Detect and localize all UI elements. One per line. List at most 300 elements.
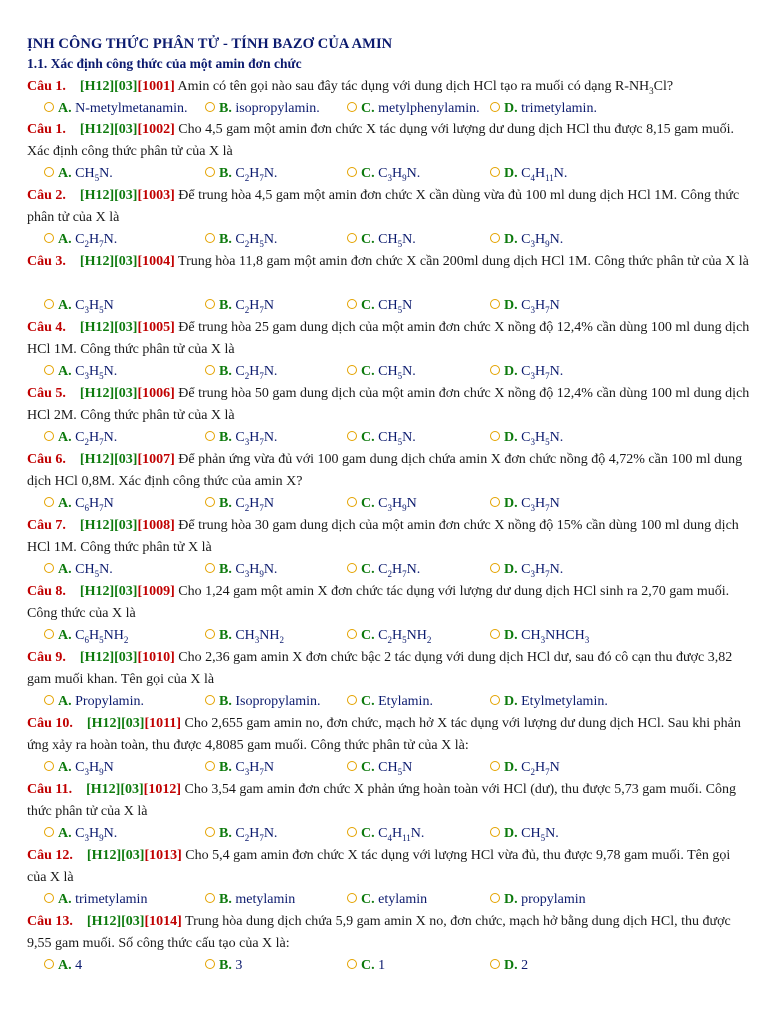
question-text-line (27, 449, 752, 493)
chapter-tag: [03] (114, 254, 138, 269)
grade-tag: [H12] (79, 188, 115, 203)
option-label: C. (361, 166, 375, 181)
question-item (27, 779, 752, 843)
question-number: Câu 8. (27, 584, 66, 599)
question-text: Trung hòa dung dịch chứa 5,9 gam amin X no, đơn chức, mạch hở bằng dung dịch HCl, thu được 9,55 gam muối. Số công thức cấu tạo của X là: (27, 914, 731, 951)
answer-option[interactable] (347, 823, 424, 845)
answer-option[interactable] (347, 955, 385, 977)
question-text: Để trung hòa 4,5 gam một amin đơn chức X cần dùng vừa đủ 100 ml dung dịch HCl 1M. Công thức phân tử của X là (27, 188, 740, 225)
option-label: B. (219, 232, 232, 247)
chapter-tag: [03] (114, 584, 138, 599)
radio-circle-icon[interactable] (44, 299, 54, 309)
radio-circle-icon[interactable] (205, 167, 215, 177)
radio-circle-icon[interactable] (205, 431, 215, 441)
chapter-tag: [03] (114, 320, 138, 335)
answer-option[interactable] (347, 625, 431, 647)
answer-option[interactable] (44, 361, 117, 383)
option-text: $C_3H_9N$. (235, 562, 278, 579)
question-text-line (27, 779, 752, 823)
radio-circle-icon[interactable] (205, 299, 215, 309)
option-label: A. (58, 298, 72, 313)
answer-options (27, 361, 767, 383)
question-text-line (27, 383, 752, 427)
option-text: metylamin (235, 892, 296, 907)
option-text: $CH_5N$. (378, 364, 416, 381)
option-text: $C_4H_{11}N$. (521, 166, 568, 183)
question-text-line (27, 119, 752, 163)
radio-circle-icon[interactable] (44, 497, 54, 507)
question-text-line (27, 845, 752, 889)
answer-option[interactable] (347, 559, 420, 581)
question-text: Cho 2,655 gam amin no, đơn chức, mạch hở X tác dụng với lượng dư dung dịch HCl. Sau khi phản ứng xảy ra hoàn toàn, thu được 4,8085 gam muối. Công thức phân tử của X là: (27, 716, 741, 753)
answer-options (27, 163, 767, 185)
option-text: Etylamin. (378, 694, 433, 709)
question-text-line (27, 76, 752, 98)
question-item (27, 383, 752, 447)
option-label: A. (58, 760, 72, 775)
answer-option[interactable] (490, 559, 563, 581)
radio-circle-icon[interactable] (205, 497, 215, 507)
answer-option[interactable] (44, 889, 147, 911)
question-id: [1012] (143, 782, 181, 797)
option-text: $C_2H_7N$. (235, 826, 278, 843)
radio-circle-icon[interactable] (347, 629, 357, 639)
question-id: [1008] (137, 518, 175, 533)
page-heading: ỊNH CÔNG THỨC PHÂN TỬ - TÍNH BAZƠ CỦA AMIN (27, 36, 393, 52)
question-id: [1011] (144, 716, 182, 731)
answer-option[interactable] (347, 98, 480, 120)
chapter-tag: [03] (121, 848, 145, 863)
option-text: $C_2H_7N$. (75, 430, 118, 447)
answer-option[interactable] (205, 163, 277, 185)
option-text: $C_3H_5N$. (521, 430, 564, 447)
option-text: $C_3H_5N$ (75, 298, 114, 315)
option-label: D. (504, 760, 518, 775)
radio-circle-icon[interactable] (490, 497, 500, 507)
grade-tag: [H12] (79, 79, 115, 94)
radio-circle-icon[interactable] (205, 761, 215, 771)
answer-option[interactable] (490, 361, 563, 383)
option-label: D. (504, 892, 518, 907)
radio-circle-icon[interactable] (347, 893, 357, 903)
option-text: $C_3H_9N$ (378, 496, 417, 513)
option-label: B. (219, 892, 232, 907)
radio-circle-icon[interactable] (347, 761, 357, 771)
question-text: Trung hòa 11,8 gam một amin đơn chức X cần 200ml dung dịch HCl 1M. Công thức phân tử của X là (178, 254, 749, 269)
section-heading: 1.1. Xác định công thức của một amin đơn chức (27, 56, 302, 71)
radio-circle-icon[interactable] (490, 431, 500, 441)
answer-option[interactable] (205, 757, 274, 779)
answer-option[interactable] (347, 691, 433, 713)
question-id: [1006] (137, 386, 175, 401)
question-text: Để trung hòa 25 gam dung dịch của một amin đơn chức X nồng độ 12,4% cần dùng 100 ml dung dịch HCl 1M. Công thức phân tử của X là (27, 320, 750, 357)
answer-option[interactable] (205, 295, 274, 317)
answer-option[interactable] (490, 98, 597, 120)
answer-option[interactable] (205, 955, 242, 977)
question-id: [1014] (144, 914, 182, 929)
option-label: C. (361, 628, 375, 643)
answer-option[interactable] (205, 427, 277, 449)
radio-circle-icon[interactable] (347, 497, 357, 507)
answer-options (27, 889, 767, 911)
radio-circle-icon[interactable] (44, 233, 54, 243)
option-label: A. (58, 892, 72, 907)
option-text: $C_2H_7N$. (235, 166, 278, 183)
option-text: $CH_5N$. (75, 562, 113, 579)
option-label: A. (58, 101, 72, 116)
answer-option[interactable] (490, 625, 589, 647)
answer-option[interactable] (205, 98, 320, 120)
option-text: $C_6H_5NH_2$ (75, 628, 129, 645)
option-text: $C_6H_7N$ (75, 496, 114, 513)
question-id: [1004] (137, 254, 175, 269)
question-number: Câu 9. (27, 650, 66, 665)
radio-circle-icon[interactable] (347, 563, 357, 573)
question-number: Câu 3. (27, 254, 66, 269)
option-label: A. (58, 232, 72, 247)
answer-option[interactable] (44, 823, 117, 845)
chapter-tag: [03] (114, 122, 138, 137)
option-text: $C_4H_{11}N$. (378, 826, 425, 843)
radio-circle-icon[interactable] (490, 233, 500, 243)
answer-options (27, 757, 767, 779)
option-label: C. (361, 364, 375, 379)
answer-option[interactable] (490, 493, 560, 515)
grade-tag: [H12] (79, 254, 115, 269)
radio-circle-icon[interactable] (347, 233, 357, 243)
answer-option[interactable] (347, 493, 417, 515)
radio-circle-icon[interactable] (205, 563, 215, 573)
answer-option[interactable] (490, 889, 586, 911)
option-label: D. (504, 101, 518, 116)
chapter-tag: [03] (114, 79, 138, 94)
answer-option[interactable] (490, 163, 567, 185)
radio-circle-icon[interactable] (205, 893, 215, 903)
question-number: Câu 6. (27, 452, 66, 467)
question-number: Câu 1. (27, 79, 66, 94)
option-label: C. (361, 694, 375, 709)
answer-option[interactable] (205, 229, 277, 251)
answer-option[interactable] (44, 493, 114, 515)
question-text: Cho 2,36 gam amin X đơn chức bậc 2 tác dụng với dung dịch HCl dư, sau đó cô cạn thu được 3,82 gam muối khan. Tên gọi của X là (27, 650, 733, 687)
radio-circle-icon[interactable] (347, 102, 357, 112)
radio-circle-icon[interactable] (44, 959, 54, 969)
option-label: A. (58, 364, 72, 379)
radio-circle-icon[interactable] (44, 629, 54, 639)
radio-circle-icon[interactable] (44, 102, 54, 112)
question-id: [1007] (137, 452, 175, 467)
answer-option[interactable] (44, 955, 82, 977)
question-number: Câu 13. (27, 914, 73, 929)
option-label: A. (58, 496, 72, 511)
radio-circle-icon[interactable] (205, 629, 215, 639)
question-item (27, 76, 752, 116)
radio-circle-icon[interactable] (205, 365, 215, 375)
option-text: $CH_5N$. (75, 166, 113, 183)
radio-circle-icon[interactable] (490, 365, 500, 375)
chapter-tag: [03] (114, 188, 138, 203)
radio-circle-icon[interactable] (44, 431, 54, 441)
option-label: D. (504, 430, 518, 445)
option-text: $CH_5N$. (378, 232, 416, 249)
option-label: B. (219, 430, 232, 445)
option-text: 2 (521, 958, 529, 973)
option-label: D. (504, 364, 518, 379)
grade-tag: [H12] (79, 320, 115, 335)
answer-options (27, 295, 767, 317)
option-text: 1 (378, 958, 386, 973)
question-number: Câu 5. (27, 386, 66, 401)
option-label: A. (58, 562, 72, 577)
answer-option[interactable] (347, 163, 420, 185)
option-label: C. (361, 430, 375, 445)
radio-circle-icon[interactable] (347, 695, 357, 705)
answer-option[interactable] (44, 757, 114, 779)
radio-circle-icon[interactable] (490, 761, 500, 771)
answer-option[interactable] (490, 691, 608, 713)
option-text: 3 (235, 958, 243, 973)
chapter-tag: [03] (114, 452, 138, 467)
grade-tag: [H12] (79, 452, 115, 467)
answer-option[interactable] (490, 427, 563, 449)
question-id: [1010] (137, 650, 175, 665)
option-text: $C_2H_7N$. (235, 364, 278, 381)
option-label: D. (504, 166, 518, 181)
option-text: 4 (75, 958, 83, 973)
grade-tag: [H12] (79, 122, 115, 137)
question-item (27, 911, 752, 973)
option-text: $C_3H_7N$ (521, 496, 560, 513)
answer-option[interactable] (490, 955, 528, 977)
chapter-tag: [03] (114, 650, 138, 665)
answer-option[interactable] (205, 823, 277, 845)
radio-circle-icon[interactable] (205, 959, 215, 969)
answer-option[interactable] (205, 691, 321, 713)
option-text: $C_3H_7N$ (235, 760, 274, 777)
radio-circle-icon[interactable] (44, 761, 54, 771)
option-text: $C_3H_9N$. (75, 826, 118, 843)
answer-option[interactable] (44, 625, 128, 647)
option-label: C. (361, 496, 375, 511)
option-label: B. (219, 562, 232, 577)
answer-option[interactable] (205, 559, 277, 581)
option-text: $CH_3NH_2$ (235, 628, 285, 645)
radio-circle-icon[interactable] (490, 959, 500, 969)
answer-option[interactable] (44, 691, 144, 713)
answer-option[interactable] (205, 889, 295, 911)
question-number: Câu 7. (27, 518, 66, 533)
radio-circle-icon[interactable] (347, 299, 357, 309)
answer-option[interactable] (44, 229, 117, 251)
radio-circle-icon[interactable] (44, 365, 54, 375)
question-text-line (27, 317, 752, 361)
answer-option[interactable] (347, 361, 416, 383)
option-label: D. (504, 694, 518, 709)
option-label: D. (504, 298, 518, 313)
chapter-tag: [03] (121, 914, 145, 929)
radio-circle-icon[interactable] (347, 167, 357, 177)
option-text: $CH_3NHCH_3$ (521, 628, 590, 645)
answer-option[interactable] (347, 295, 412, 317)
grade-tag: [H12] (79, 584, 115, 599)
option-text: N-metylmetanamin. (75, 101, 188, 116)
radio-circle-icon[interactable] (205, 233, 215, 243)
option-label: B. (219, 166, 232, 181)
question-item (27, 185, 752, 249)
option-label: A. (58, 430, 72, 445)
option-text: $C_3H_9N$ (75, 760, 114, 777)
option-text: $C_3H_7N$ (521, 298, 560, 315)
answer-option[interactable] (490, 757, 560, 779)
radio-circle-icon[interactable] (44, 893, 54, 903)
answer-options (27, 625, 767, 647)
radio-circle-icon[interactable] (205, 827, 215, 837)
radio-circle-icon[interactable] (44, 167, 54, 177)
option-text: Isopropylamin. (235, 694, 321, 709)
question-text: Cho 5,4 gam amin đơn chức X tác dụng với lượng HCl vừa đủ, thu được 9,78 gam muối. Tên gọi của X là (27, 848, 731, 885)
answer-option[interactable] (205, 625, 284, 647)
answer-option[interactable] (44, 427, 117, 449)
answer-option[interactable] (44, 163, 113, 185)
option-label: B. (219, 364, 232, 379)
radio-circle-icon[interactable] (44, 563, 54, 573)
question-number: Câu 12. (27, 848, 73, 863)
option-label: D. (504, 232, 518, 247)
option-label: C. (361, 760, 375, 775)
option-text: metylphenylamin. (378, 101, 480, 116)
radio-circle-icon[interactable] (490, 102, 500, 112)
question-text-line (27, 251, 752, 273)
option-text: $CH_5N$. (521, 826, 559, 843)
question-item (27, 251, 752, 315)
option-label: C. (361, 892, 375, 907)
question-number: Câu 2. (27, 188, 66, 203)
answer-option[interactable] (205, 361, 277, 383)
question-number: Câu 1. (27, 122, 66, 137)
question-id: [1009] (137, 584, 175, 599)
answer-options (27, 823, 767, 845)
answer-options (27, 427, 767, 449)
answer-option[interactable] (44, 98, 187, 120)
question-text-line (27, 581, 752, 625)
option-text: Propylamin. (75, 694, 144, 709)
answer-option[interactable] (490, 295, 560, 317)
radio-circle-icon[interactable] (490, 299, 500, 309)
option-text: $C_2H_7N$ (521, 760, 560, 777)
question-text-line (27, 647, 752, 691)
radio-circle-icon[interactable] (205, 102, 215, 112)
radio-circle-icon[interactable] (490, 167, 500, 177)
option-label: C. (361, 232, 375, 247)
option-label: B. (219, 694, 232, 709)
answer-option[interactable] (205, 493, 274, 515)
grade-tag: [H12] (86, 914, 122, 929)
option-label: B. (219, 958, 232, 973)
answer-option[interactable] (347, 757, 412, 779)
answer-option[interactable] (44, 295, 114, 317)
radio-circle-icon[interactable] (490, 695, 500, 705)
option-text: propylamin (521, 892, 586, 907)
option-text: $C_2H_7N$ (235, 496, 274, 513)
option-text: $CH_5N$. (378, 430, 416, 447)
answer-options (27, 559, 767, 581)
answer-options (27, 493, 767, 515)
radio-circle-icon[interactable] (205, 695, 215, 705)
option-text: isopropylamin. (235, 101, 320, 116)
question-text-line (27, 713, 752, 757)
radio-circle-icon[interactable] (490, 563, 500, 573)
option-text: $CH_5N$ (378, 298, 413, 315)
option-text: Etylmetylamin. (521, 694, 608, 709)
answer-option[interactable] (347, 229, 416, 251)
question-number: Câu 10. (27, 716, 73, 731)
question-item (27, 449, 752, 513)
option-label: B. (219, 760, 232, 775)
option-label: C. (361, 826, 375, 841)
option-text: $C_2H_7N$ (235, 298, 274, 315)
option-label: D. (504, 826, 518, 841)
question-text: Cho 4,5 gam một amin đơn chức X tác dụng với lượng dư dung dịch HCl thu được 8,15 gam muối. Xác định công thức phân tử của X là (27, 122, 735, 159)
answer-option[interactable] (490, 823, 559, 845)
answer-option[interactable] (44, 559, 113, 581)
radio-circle-icon[interactable] (347, 431, 357, 441)
question-text-line (27, 515, 752, 559)
question-number: Câu 4. (27, 320, 66, 335)
radio-circle-icon[interactable] (490, 629, 500, 639)
radio-circle-icon[interactable] (347, 365, 357, 375)
option-text: $C_3H_7N$. (521, 562, 564, 579)
radio-circle-icon[interactable] (490, 893, 500, 903)
question-text: Để trung hòa 50 gam dung dịch của một amin đơn chức X nồng độ 12,4% cần dùng 100 ml dung dịch HCl 2M. Công thức phân tử của X là (27, 386, 750, 423)
answer-option[interactable] (490, 229, 563, 251)
option-label: A. (58, 628, 72, 643)
radio-circle-icon[interactable] (347, 827, 357, 837)
option-text: trimetylamin (75, 892, 148, 907)
option-label: C. (361, 101, 375, 116)
option-label: A. (58, 694, 72, 709)
grade-tag: [H12] (79, 518, 115, 533)
question-text: Cho 3,54 gam amin đơn chức X phản ứng hoàn toàn với HCl (dư), thu được 5,73 gam muối. Công thức phân tử của X là (27, 782, 736, 819)
chapter-tag: [03] (120, 782, 144, 797)
option-text: $C_2H_7N$. (378, 562, 421, 579)
question-text: Amin có tên gọi nào sau đây tác dụng với dung dịch HCl tạo ra muối có dạng $R-NH_3Cl$? (177, 79, 674, 96)
question-id: [1001] (137, 79, 175, 94)
option-label: B. (219, 826, 232, 841)
question-id: [1002] (137, 122, 175, 137)
chapter-tag: [03] (121, 716, 145, 731)
option-text: $C_3H_5N$. (75, 364, 118, 381)
radio-circle-icon[interactable] (44, 695, 54, 705)
option-label: A. (58, 826, 72, 841)
answer-option[interactable] (347, 889, 427, 911)
radio-circle-icon[interactable] (347, 959, 357, 969)
option-text: $C_3H_9N$. (521, 232, 564, 249)
radio-circle-icon[interactable] (44, 827, 54, 837)
option-label: B. (219, 496, 232, 511)
option-label: B. (219, 101, 232, 116)
radio-circle-icon[interactable] (490, 827, 500, 837)
grade-tag: [H12] (86, 782, 121, 797)
option-label: C. (361, 562, 375, 577)
question-text: Để trung hòa 30 gam dung dịch của một amin đơn chức X nồng độ 15% cần dùng 100 ml dung dịch HCl 1M. Công thức phân tử X là (27, 518, 739, 555)
question-id: [1013] (144, 848, 182, 863)
question-item (27, 845, 752, 907)
option-label: C. (361, 298, 375, 313)
answer-option[interactable] (347, 427, 416, 449)
question-item (27, 581, 752, 645)
question-text: Cho 1,24 gam một amin X đơn chức tác dụng với lượng dư dung dịch HCl sinh ra 2,70 gam muối. Công thức của X là (27, 584, 730, 621)
question-id: [1003] (137, 188, 175, 203)
